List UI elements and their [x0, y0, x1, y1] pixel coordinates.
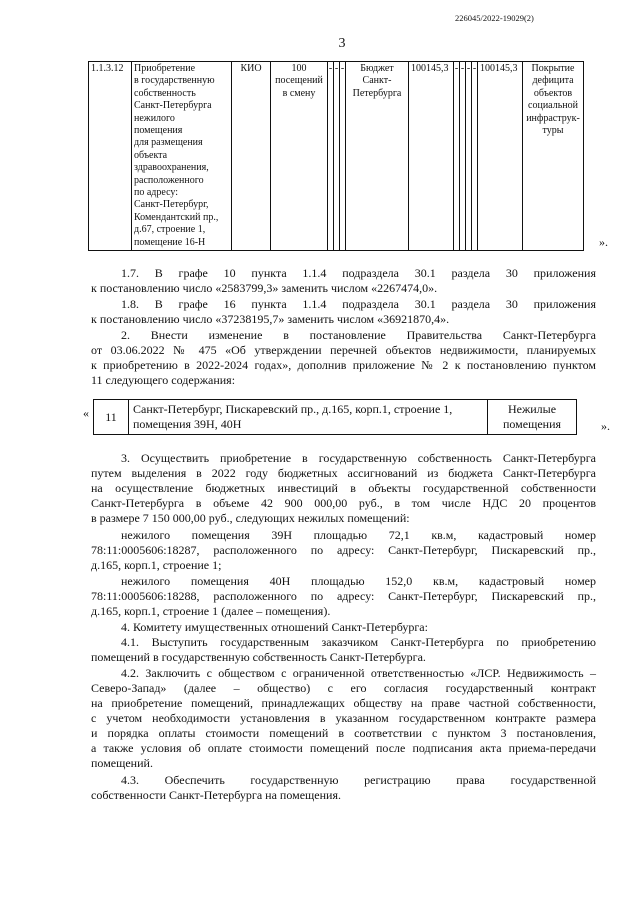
address-cell: Санкт-Петербург, Пискаревский пр., д.165, корп.1, строение 1, помещения 39Н, 40Н — [129, 400, 488, 435]
cell-line: Комендантский пр., — [134, 211, 219, 223]
dash-cell: - — [466, 62, 472, 251]
cell-line: собственность — [134, 87, 196, 99]
cell-line: дефицита — [532, 75, 574, 87]
text-line: на осуществление бюджетных инвестиций в объекты государственной собственности — [91, 481, 596, 495]
text-line: к постановлению число «2583799,3» заменить числом «2267474,0». — [91, 281, 438, 295]
paragraph-3-room-40n — [91, 574, 596, 619]
paragraph-2 — [91, 328, 596, 388]
paragraph-3 — [91, 451, 596, 526]
cell-line: для размещения — [134, 137, 203, 149]
cell-line: инфраструк- — [526, 112, 580, 124]
property-type-cell: Нежилые помещения — [488, 400, 577, 435]
capacity-cell — [271, 62, 328, 251]
item-number-cell: 1.1.3.12 — [89, 62, 132, 251]
page-number: 3 — [338, 36, 346, 51]
paragraph-1-7 — [91, 266, 596, 296]
text-line: 4.3. Обеспечить государственную регистрацию права государственной — [121, 773, 596, 787]
cell-line: объекта — [134, 149, 168, 161]
paragraph-4-1 — [91, 635, 596, 665]
text-line: 1.8. В графе 16 пункта 1.1.4 подраздела 30.1 раздела 30 приложения — [121, 297, 596, 311]
text-line: 11 следующего содержания: — [91, 373, 236, 387]
cell-line: Приобретение — [134, 63, 196, 74]
text-line: в размере 7 150 000,00 руб., следующих нежилых помещений: — [91, 511, 410, 525]
dash-cell: - — [340, 62, 346, 251]
closing-quote: ». — [601, 419, 610, 433]
purpose-cell — [523, 62, 584, 251]
closing-quote: ». — [599, 235, 608, 249]
text-line: к приобретению в 2022-2024 годах», дополнив приложение № 2 к постановлению пунктом — [91, 358, 596, 372]
amount-cell: 100145,3 — [409, 62, 454, 251]
text-line: 78:11:0005606:18288, расположенного по адресу: Санкт-Петербург, Пискаревский пр., — [91, 589, 596, 603]
text-line: на приобретение помещений, принадлежащих обществу на праве частной собственности, — [91, 696, 596, 710]
cell-line: посещений — [275, 75, 323, 87]
cell-line: здравоохранения, — [134, 162, 209, 174]
text-line: 2. Внести изменение в постановление Правительства Санкт-Петербурга — [121, 328, 596, 342]
dash-cell: - — [334, 62, 340, 251]
text-line: помещений в государственную собственность Санкт-Петербурга. — [91, 650, 426, 664]
cell-line: Покрытие — [531, 63, 575, 74]
text-line: 4. Комитету имущественных отношений Санкт-Петербурга: — [121, 620, 428, 634]
cell-line: д.67, строение 1, — [134, 224, 206, 236]
opening-quote: « — [83, 406, 89, 420]
dash-cell: - — [460, 62, 466, 251]
cell-line: Петербурга — [352, 87, 402, 99]
cell-line: по адресу: — [134, 187, 179, 199]
cell-line: нежилого — [134, 112, 175, 124]
text-line: помещений. — [91, 756, 153, 770]
text-line: 4.2. Заключить с обществом с ограниченной ответственностью «ЛСР. Недвижимость – — [121, 666, 596, 680]
text-line: нежилого помещения 40Н площадью 152,0 кв.м, кадастровый номер — [121, 574, 596, 588]
table-row — [94, 400, 577, 435]
dash-cell: - — [454, 62, 460, 251]
text-line: с учетом необходимости установления в указанном государственном контракте размера — [91, 711, 596, 725]
paragraph-4 — [91, 620, 596, 635]
text-line: д.165, корп.1, строение 1 (далее – помещения). — [91, 604, 331, 618]
text-line: Северо-Запад» (далее – общество) с его согласия государственный контракт — [91, 681, 596, 695]
text-line: от 03.06.2022 № 475 «Об утверждении перечней объектов недвижимости, планируемых — [91, 343, 596, 357]
paragraph-3-room-39n — [91, 528, 596, 573]
text-line: д.165, корп.1, строение 1; — [91, 558, 222, 572]
text-line: 1.7. В графе 10 пункта 1.1.4 подраздела 30.1 раздела 30 приложения — [121, 266, 596, 280]
dash-cell: - — [328, 62, 334, 251]
text-line: собственности Санкт-Петербурга на помещения. — [91, 788, 341, 802]
text-line: Санкт-Петербурга в объеме 42 900 000,00 руб., в том числе НДС 20 процентов — [91, 496, 596, 510]
cell-line: расположенного — [134, 174, 204, 186]
item-description-cell — [132, 62, 232, 251]
cell-line: в смену — [282, 87, 316, 99]
cell-line: Санкт- — [362, 75, 392, 87]
table-row — [89, 62, 584, 251]
text-line: к постановлению число «37238195,7» заменить числом «36921870,4». — [91, 312, 450, 326]
funding-source-cell — [346, 62, 409, 251]
text-line: 78:11:0005606:18287, расположенного по адресу: Санкт-Петербург, Пискаревский пр., — [91, 543, 596, 557]
appendix-table-row-1-1-3-12 — [88, 61, 584, 251]
text-line: нежилого помещения 39Н площадью 72,1 кв.м, кадастровый номер — [121, 528, 596, 542]
cell-line: туры — [542, 125, 564, 137]
responsible-cell: КИО — [232, 62, 271, 251]
paragraph-4-3 — [91, 773, 596, 803]
cell-line: Бюджет — [360, 63, 394, 74]
cell-line: в государственную — [134, 75, 215, 87]
text-line: а также условия об оплате стоимости помещений после подписания акта приема-передачи — [91, 741, 596, 755]
text-line: 4.1. Выступить государственным заказчиком Санкт-Петербурга по приобретению — [121, 635, 596, 649]
cell-line: 100 — [291, 63, 307, 74]
cell-line: объектов — [533, 87, 573, 99]
text-line: путем выделения в 2022 году бюджетных ассигнований из бюджета Санкт-Петербурга — [91, 466, 596, 480]
cell-line: Санкт-Петербург, — [134, 199, 209, 211]
text-line: 3. Осуществить приобретение в государственную собственность Санкт-Петербурга — [121, 451, 596, 465]
cell-line: помещение 16-Н — [134, 236, 206, 248]
document-id: 226045/2022-19029(2) — [455, 13, 534, 23]
cell-line: помещения — [134, 125, 183, 137]
paragraph-1-8 — [91, 297, 596, 327]
cell-line: Санкт-Петербурга — [134, 100, 212, 112]
amount-cell: 100145,3 — [478, 62, 523, 251]
paragraph-4-2 — [91, 666, 596, 771]
cell-line: социальной — [528, 100, 578, 112]
item-number-cell: 11 — [94, 400, 129, 435]
text-line: и порядка оплаты стоимости помещений в соответствии с пунктом 3 постановления, — [91, 726, 596, 740]
appendix-2-table — [93, 399, 577, 435]
dash-cell: - — [472, 62, 478, 251]
